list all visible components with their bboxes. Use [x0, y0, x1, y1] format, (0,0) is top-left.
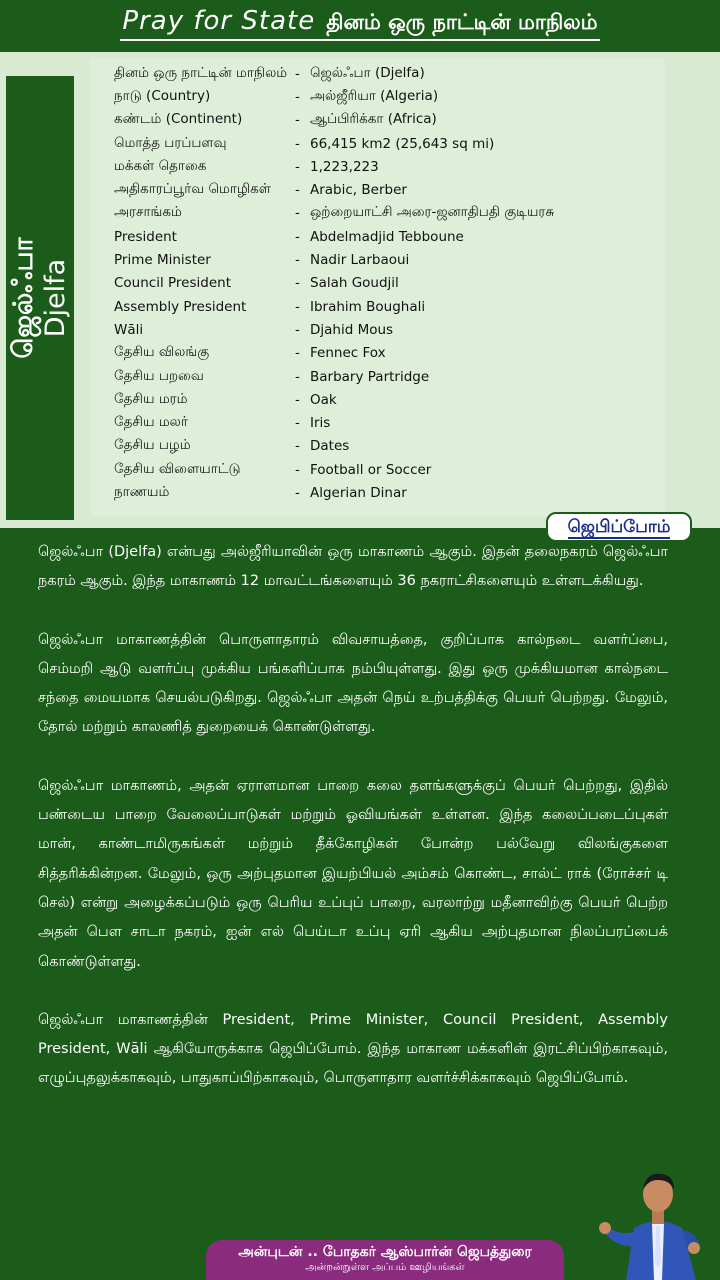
info-value: Ibrahim Boughali	[310, 298, 426, 315]
info-key: தேசிய மரம்	[114, 390, 188, 407]
paragraph-intro: ஜெல்ஃபா (Djelfa) என்பது அல்ஜீரியாவின் ஒரு மாகாணம் ஆகும். இதன் தலைநகரம் ஜெல்ஃபா நகரம் ஆகும். இந்த மாகாணம் 12 மாவட்டங்களையும் 36 நகராட்சிகளையும் உள்ளடக்கியது.	[38, 544, 668, 590]
side-label-text	[8, 237, 72, 358]
info-key: தேசிய பழம்	[114, 437, 191, 454]
info-key: நாடு (Country)	[114, 87, 211, 104]
info-separator: -	[295, 228, 300, 245]
header	[0, 0, 720, 52]
info-value: Djahid Mous	[310, 321, 394, 338]
info-key: Assembly President	[114, 298, 247, 315]
info-key: தினம் ஒரு நாட்டின் மாநிலம்	[114, 64, 288, 81]
info-row	[114, 295, 674, 318]
info-value: ஜெல்ஃபா (Djelfa)	[310, 64, 425, 81]
info-separator: -	[295, 321, 300, 338]
info-key: தேசிய மலர்	[114, 414, 188, 431]
info-separator: -	[295, 461, 300, 478]
info-table	[114, 62, 674, 505]
info-row	[114, 272, 674, 295]
info-value: 66,415 km2 (25,643 sq mi)	[310, 135, 495, 152]
info-separator: -	[295, 252, 300, 269]
info-value: Nadir Larbaoui	[310, 252, 410, 269]
info-separator: -	[295, 205, 300, 222]
info-value: அல்ஜீரியா (Algeria)	[310, 87, 439, 104]
footer-ministry: அன்றன்றுள்ள அப்பம் ஊழியங்கள்	[305, 1262, 465, 1273]
paragraph-prayer: ஜெல்ஃபா மாகாணத்தின் President, Prime Minister, Council President, Assembly President, Wāli ஆகியோருக்காக ஜெபிப்போம். இந்த மாகாண மக்களின் இரட்சிப்பிற்காகவும், எழுப்புதலுக்காகவும், பாதுகாப்பிற்காகவும், பொருளாதார வளர்ச்சிக்காகவும் ஜெபிப்போம்.	[38, 1011, 668, 1087]
info-separator: -	[295, 298, 300, 315]
info-separator: -	[295, 484, 300, 501]
pastor-portrait-image	[596, 1166, 720, 1280]
info-separator: -	[295, 135, 300, 152]
title-english: Pray for State	[122, 6, 316, 36]
side-label-tamil: ஜெல்ஃபா	[8, 237, 39, 359]
info-row	[114, 248, 674, 271]
info-value: Fennec Fox	[310, 345, 386, 362]
info-separator: -	[295, 345, 300, 362]
info-separator: -	[295, 368, 300, 385]
pray-badge-label: ஜெபிப்போம்	[567, 517, 671, 537]
info-row	[114, 109, 674, 132]
info-row	[114, 458, 674, 481]
info-key: மொத்த பரப்பளவு	[114, 134, 227, 151]
info-row	[114, 481, 674, 504]
info-value: Barbary Partridge	[310, 368, 430, 385]
info-value: Football or Soccer	[310, 461, 432, 478]
paragraph-economy: ஜெல்ஃபா மாகாணத்தின் பொருளாதாரம் விவசாயத்தை, குறிப்பாக கால்நடை வளர்ப்பை, செம்மறி ஆடு வளர்ப்பு முக்கிய பங்களிப்பாக நம்பியுள்ளது. இது ஒரு முக்கியமான கால்நடை சந்தை மையமாக செயல்படுகிறது. ஜெல்ஃபா அதன் நெய் உற்பத்திக்கு பெயர் பெற்றது. மேலும், தோல் மற்றும் காலணித் துறையைக் கொண்டுள்ளது.	[38, 631, 668, 736]
info-row	[114, 225, 674, 248]
info-separator: -	[295, 415, 300, 432]
body-text	[38, 538, 668, 1123]
footer-author: அன்புடன் .. போதகர் ஆஸ்பார்ன் ஜெபத்துரை	[238, 1244, 532, 1260]
page-title	[120, 6, 599, 41]
info-key: அதிகாரப்பூர்வ மொழிகள்	[114, 181, 271, 198]
side-label-english: Djelfa	[40, 258, 71, 338]
info-separator: -	[295, 112, 300, 129]
info-separator: -	[295, 182, 300, 199]
side-label	[6, 76, 74, 520]
info-value: ஆப்பிரிக்கா (Africa)	[310, 111, 437, 128]
info-key: தேசிய பறவை	[114, 367, 204, 384]
info-row	[114, 132, 674, 155]
info-separator: -	[295, 158, 300, 175]
info-separator: -	[295, 275, 300, 292]
footer-card	[206, 1240, 564, 1280]
info-separator: -	[295, 88, 300, 105]
info-separator: -	[295, 65, 300, 82]
title-tamil: தினம் ஒரு நாட்டின் மாநிலம்	[326, 10, 598, 34]
info-key: Council President	[114, 275, 231, 292]
info-value: Iris	[310, 415, 331, 432]
info-value: Dates	[310, 438, 350, 455]
paragraph-heritage: ஜெல்ஃபா மாகாணம், அதன் ஏராளமான பாறை கலை தளங்களுக்குப் பெயர் பெற்றது, இதில் பண்டைய பாறை வேலைப்பாடுகள் மற்றும் ஓவியங்கள் உள்ளன. இந்த கலைப்படைப்புகள் மான், காண்டாமிருகங்கள் மற்றும் தீக்கோழிகள் போன்ற பல்வேறு விலங்குகளை சித்தரிக்கின்றன. மேலும், ஒரு அற்புதமான இயற்பியல் அம்சம் கொண்ட, சால்ட் ராக் (ரோச்சர் டி செல்) என்று அழைக்கப்படும் ஒரு பெரிய உப்புப் பாறை, வரலாற்று மதீனாவிற்கு பெயர் பெற்ற அதன் பௌ சாடா நகரம், ஐன் எல் பெய்டா உப்பு ஏரி ஆகிய அற்புதமான நிலப்பரப்பைக் கொண்டுள்ளது.	[38, 777, 668, 970]
info-separator: -	[295, 391, 300, 408]
info-row	[114, 365, 674, 388]
info-row	[114, 155, 674, 178]
info-value: Arabic, Berber	[310, 182, 407, 199]
info-row	[114, 178, 674, 201]
info-panel	[0, 52, 720, 528]
info-value: Oak	[310, 391, 337, 408]
info-row	[114, 318, 674, 341]
info-separator: -	[295, 438, 300, 455]
info-key: நாணயம்	[114, 483, 170, 500]
info-key: தேசிய விலங்கு	[114, 344, 210, 361]
info-key: மக்கள் தொகை	[114, 157, 207, 174]
info-row	[114, 411, 674, 434]
info-value: 1,223,223	[310, 158, 379, 175]
info-value: Salah Goudjil	[310, 275, 399, 292]
info-value: Algerian Dinar	[310, 484, 407, 501]
info-value: ஒற்றையாட்சி அரை-ஜனாதிபதி குடியரசு	[310, 204, 555, 221]
info-key: அரசாங்கம்	[114, 204, 182, 221]
info-key: தேசிய விளையாட்டு	[114, 460, 241, 477]
info-key: Wāli	[114, 321, 144, 338]
info-row	[114, 62, 674, 85]
info-row	[114, 435, 674, 458]
info-value: Abdelmadjid Tebboune	[310, 228, 464, 245]
info-key: கண்டம் (Continent)	[114, 111, 243, 128]
info-row	[114, 342, 674, 365]
info-key: President	[114, 228, 177, 245]
info-key: Prime Minister	[114, 252, 211, 269]
info-row	[114, 388, 674, 411]
info-row	[114, 202, 674, 225]
info-row	[114, 85, 674, 108]
